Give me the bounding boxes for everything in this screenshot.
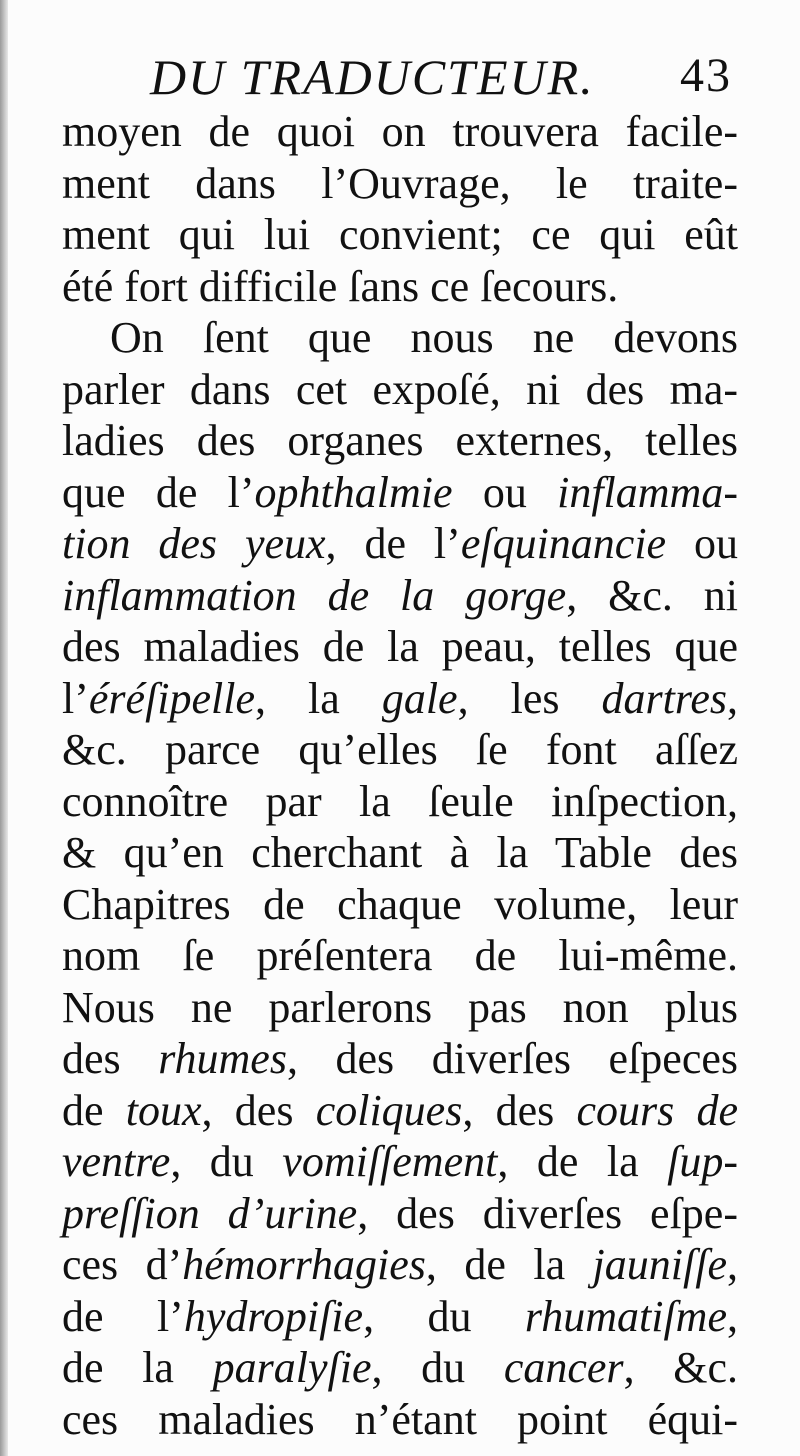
page-number: 43: [680, 49, 732, 102]
text-line: [62, 1085, 738, 1137]
text-run: des maladies de la peau, telles que: [62, 622, 738, 671]
text-line: [62, 1188, 738, 1240]
text-line: [62, 724, 738, 776]
text-run: ,: [726, 1240, 738, 1289]
italic-term: rhumatiſme: [524, 1291, 727, 1341]
italic-term: preſſion d’urine: [62, 1188, 358, 1238]
text-line: [62, 1136, 738, 1188]
italic-term: toux: [125, 1085, 202, 1135]
text-line: [62, 621, 738, 673]
italic-term: ſup-: [667, 1137, 738, 1186]
text-run: , de l’: [325, 519, 461, 568]
text-run: Chapitres de chaque volume, leur: [62, 879, 738, 929]
text-run: , du: [363, 1291, 525, 1341]
text-run: , des diverſes eſpe-: [357, 1188, 738, 1238]
text-run: , des: [462, 1085, 577, 1135]
text-line: [62, 982, 738, 1034]
text-line: [62, 467, 738, 519]
text-run: , des: [201, 1085, 316, 1135]
italic-term: inflammation de la gorge: [62, 570, 567, 620]
text-line: [62, 518, 738, 570]
text-line: [62, 158, 738, 210]
text-run: ou: [666, 519, 739, 568]
text-run: nom ſe préſentera de lui-même.: [62, 931, 738, 980]
text-run: de l’: [62, 1291, 184, 1341]
italic-term: ophthalmie: [254, 467, 453, 517]
text-line: [62, 209, 738, 261]
italic-term: tion des yeux: [62, 519, 326, 568]
text-line: [62, 827, 738, 879]
text-run: , &c. ni: [566, 570, 738, 620]
italic-term: paralyſie: [212, 1343, 372, 1392]
text-run: de la: [62, 1343, 213, 1392]
text-line: [62, 673, 738, 725]
text-run: , les: [457, 673, 602, 723]
page-edge: [0, 0, 8, 1456]
text-run: , du: [371, 1343, 504, 1392]
italic-term: coliques: [315, 1085, 463, 1135]
italic-term: jauniſſe: [592, 1240, 727, 1289]
text-run: Nous ne parlerons pas non plus: [62, 982, 738, 1032]
text-run: ,: [727, 1291, 738, 1341]
text-run: ces maladies n’étant point équi-: [62, 1394, 738, 1444]
text-run: connoître par la ſeule inſpection,: [62, 776, 738, 826]
italic-term: cancer: [503, 1343, 624, 1392]
text-run: des: [62, 1034, 159, 1083]
text-run: , la: [255, 673, 382, 723]
text-run: que de l’: [62, 467, 255, 517]
text-run: ou: [452, 467, 558, 517]
text-run: ment qui lui convient; ce qui eût: [62, 210, 738, 259]
text-run: l’: [62, 673, 89, 723]
text-run: ces d’: [62, 1240, 183, 1289]
text-run: moyen de quoi on trouvera facile-: [62, 107, 738, 156]
text-line: [62, 106, 738, 158]
text-line: [62, 1291, 738, 1343]
running-header: [150, 48, 770, 110]
text-run: &c. parce qu’elles ſe font aſſez: [62, 725, 738, 774]
text-line: [62, 261, 738, 313]
italic-term: dartres: [601, 673, 727, 723]
italic-term: ventre: [62, 1137, 171, 1186]
text-run: , &c.: [623, 1343, 738, 1392]
text-line: [62, 570, 738, 622]
italic-term: rhumes: [158, 1034, 287, 1083]
italic-term: inflamma-: [557, 467, 738, 517]
text-run: , des diverſes eſpeces: [286, 1034, 738, 1083]
text-line: [62, 1342, 738, 1394]
text-line: [62, 1239, 738, 1291]
text-line: [62, 415, 738, 467]
text-run: de: [62, 1085, 126, 1135]
italic-term: gale: [381, 673, 458, 723]
text-line: [62, 312, 738, 364]
italic-term: eſquinancie: [460, 519, 667, 568]
text-line: [62, 1394, 738, 1446]
text-run: ,: [726, 673, 738, 723]
text-line: [62, 930, 738, 982]
text-run: & qu’en cherchant à la Table des: [62, 828, 738, 877]
italic-term: cours de: [576, 1085, 739, 1135]
text-run: été fort difficile ſans ce ſecours.: [62, 261, 619, 311]
text-run: ment dans l’Ouvrage, le traite-: [62, 158, 738, 208]
italic-term: hydropiſie: [183, 1291, 364, 1341]
text-run: , du: [170, 1137, 283, 1186]
italic-term: éréſipelle: [88, 673, 256, 723]
text-run: , de la: [497, 1137, 668, 1186]
italic-term: vomiſſement: [282, 1137, 498, 1186]
italic-term: hémorrhagies: [182, 1240, 426, 1289]
text-run: ladies des organes externes, telles: [62, 416, 738, 465]
text-line: [62, 364, 738, 416]
text-run: parler dans cet expoſé, ni des ma-: [62, 364, 738, 414]
text-run: , de la: [425, 1240, 593, 1289]
text-run: On ſent que nous ne devons: [110, 313, 738, 362]
body-text: [62, 106, 738, 1445]
running-title: DU TRADUCTEUR.: [150, 49, 595, 105]
text-line: [62, 1033, 738, 1085]
text-line: [62, 879, 738, 931]
text-line: [62, 776, 738, 828]
